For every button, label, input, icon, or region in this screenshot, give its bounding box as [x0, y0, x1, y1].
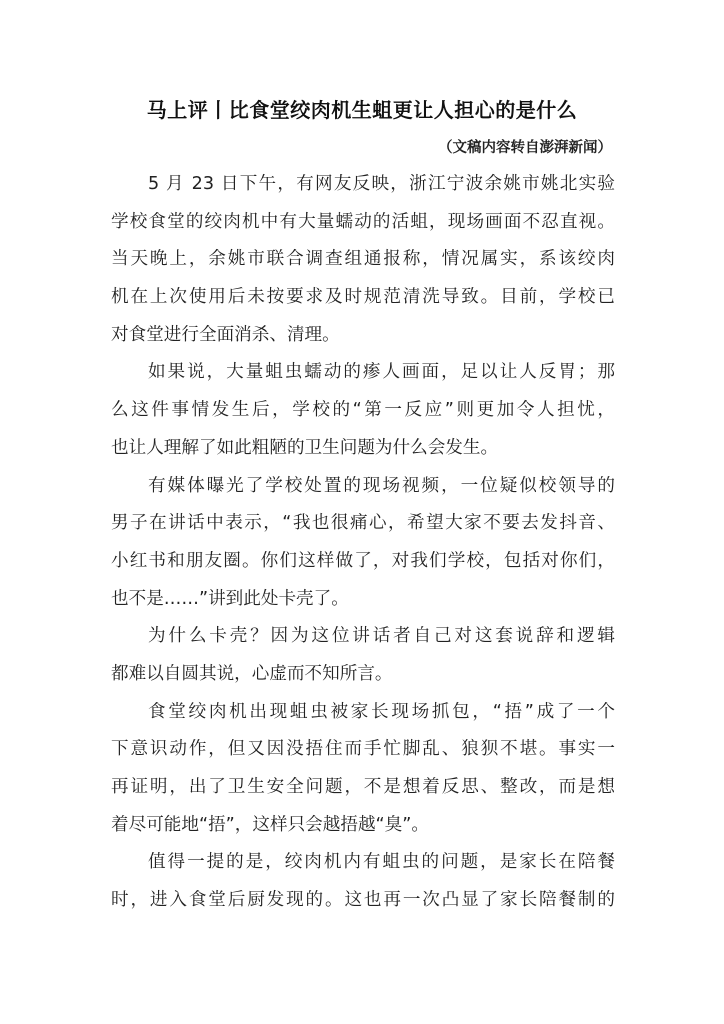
- paragraph-2: [111, 354, 615, 467]
- text-line: 学校食堂的绞肉机中有大量蠕动的活蛆，现场画面不忍直视。: [111, 211, 615, 232]
- paragraph-1: [111, 166, 615, 354]
- text-line: 么这件事情发生后，学校的“第一反应”则更加令人担忧，: [111, 400, 615, 421]
- text-line: 为什么卡壳？因为这位讲话者自己对这套说辞和逻辑: [148, 626, 615, 647]
- text-line: 值得一提的是，绞肉机内有蛆虫的问题，是家长在陪餐: [148, 852, 615, 873]
- text-line: 对食堂进行全面消杀、清理。: [111, 324, 340, 345]
- text-line: 都难以自圆其说，心虚而不知所言。: [111, 663, 393, 684]
- text-line: 也让人理解了如此粗陋的卫生问题为什么会发生。: [111, 437, 499, 458]
- paragraph-4: [111, 618, 615, 693]
- paragraph-3: [111, 468, 615, 619]
- text-line: 5 月 23 日下午，有网友反映，浙江宁波余姚市姚北实验: [148, 174, 615, 194]
- text-line: 食堂绞肉机出现蛆虫被家长现场抓包，“捂”成了一个: [148, 701, 615, 722]
- text-line: 小红书和朋友圈。你们这样做了，对我们学校，包括对你们，: [111, 550, 615, 571]
- source-note: （文稿内容转自澎湃新闻）: [438, 139, 612, 156]
- article-title: 马上评丨比食堂绞肉机生蛆更让人担心的是什么: [146, 98, 578, 122]
- text-line: 如果说，大量蛆虫蠕动的瘆人画面，足以让人反胃；那: [148, 362, 615, 383]
- paragraph-5: [111, 694, 615, 845]
- text-line: 着尽可能地“捂”，这样只会越捂越“臭”。: [111, 814, 429, 835]
- text-line: 机在上次使用后未按要求及时规范清洗导致。目前，学校已: [111, 287, 615, 308]
- paragraph-6: [111, 844, 615, 919]
- article-body: [111, 166, 615, 920]
- text-line: 下意识动作，但又因没捂住而手忙脚乱、狼狈不堪。事实一: [111, 739, 615, 760]
- text-line: 也不是……”讲到此处卡壳了。: [111, 588, 349, 609]
- text-line: 时，进入食堂后厨发现的。这也再一次凸显了家长陪餐制的: [111, 890, 615, 911]
- text-line: 有媒体曝光了学校处置的现场视频，一位疑似校领导的: [148, 475, 615, 496]
- text-line: 男子在讲话中表示，“我也很痛心，希望大家不要去发抖音、: [111, 513, 615, 534]
- text-line: 再证明，出了卫生安全问题，不是想着反思、整改，而是想: [111, 777, 615, 797]
- text-line: 当天晚上，余姚市联合调查组通报称，情况属实，系该绞肉: [111, 249, 615, 270]
